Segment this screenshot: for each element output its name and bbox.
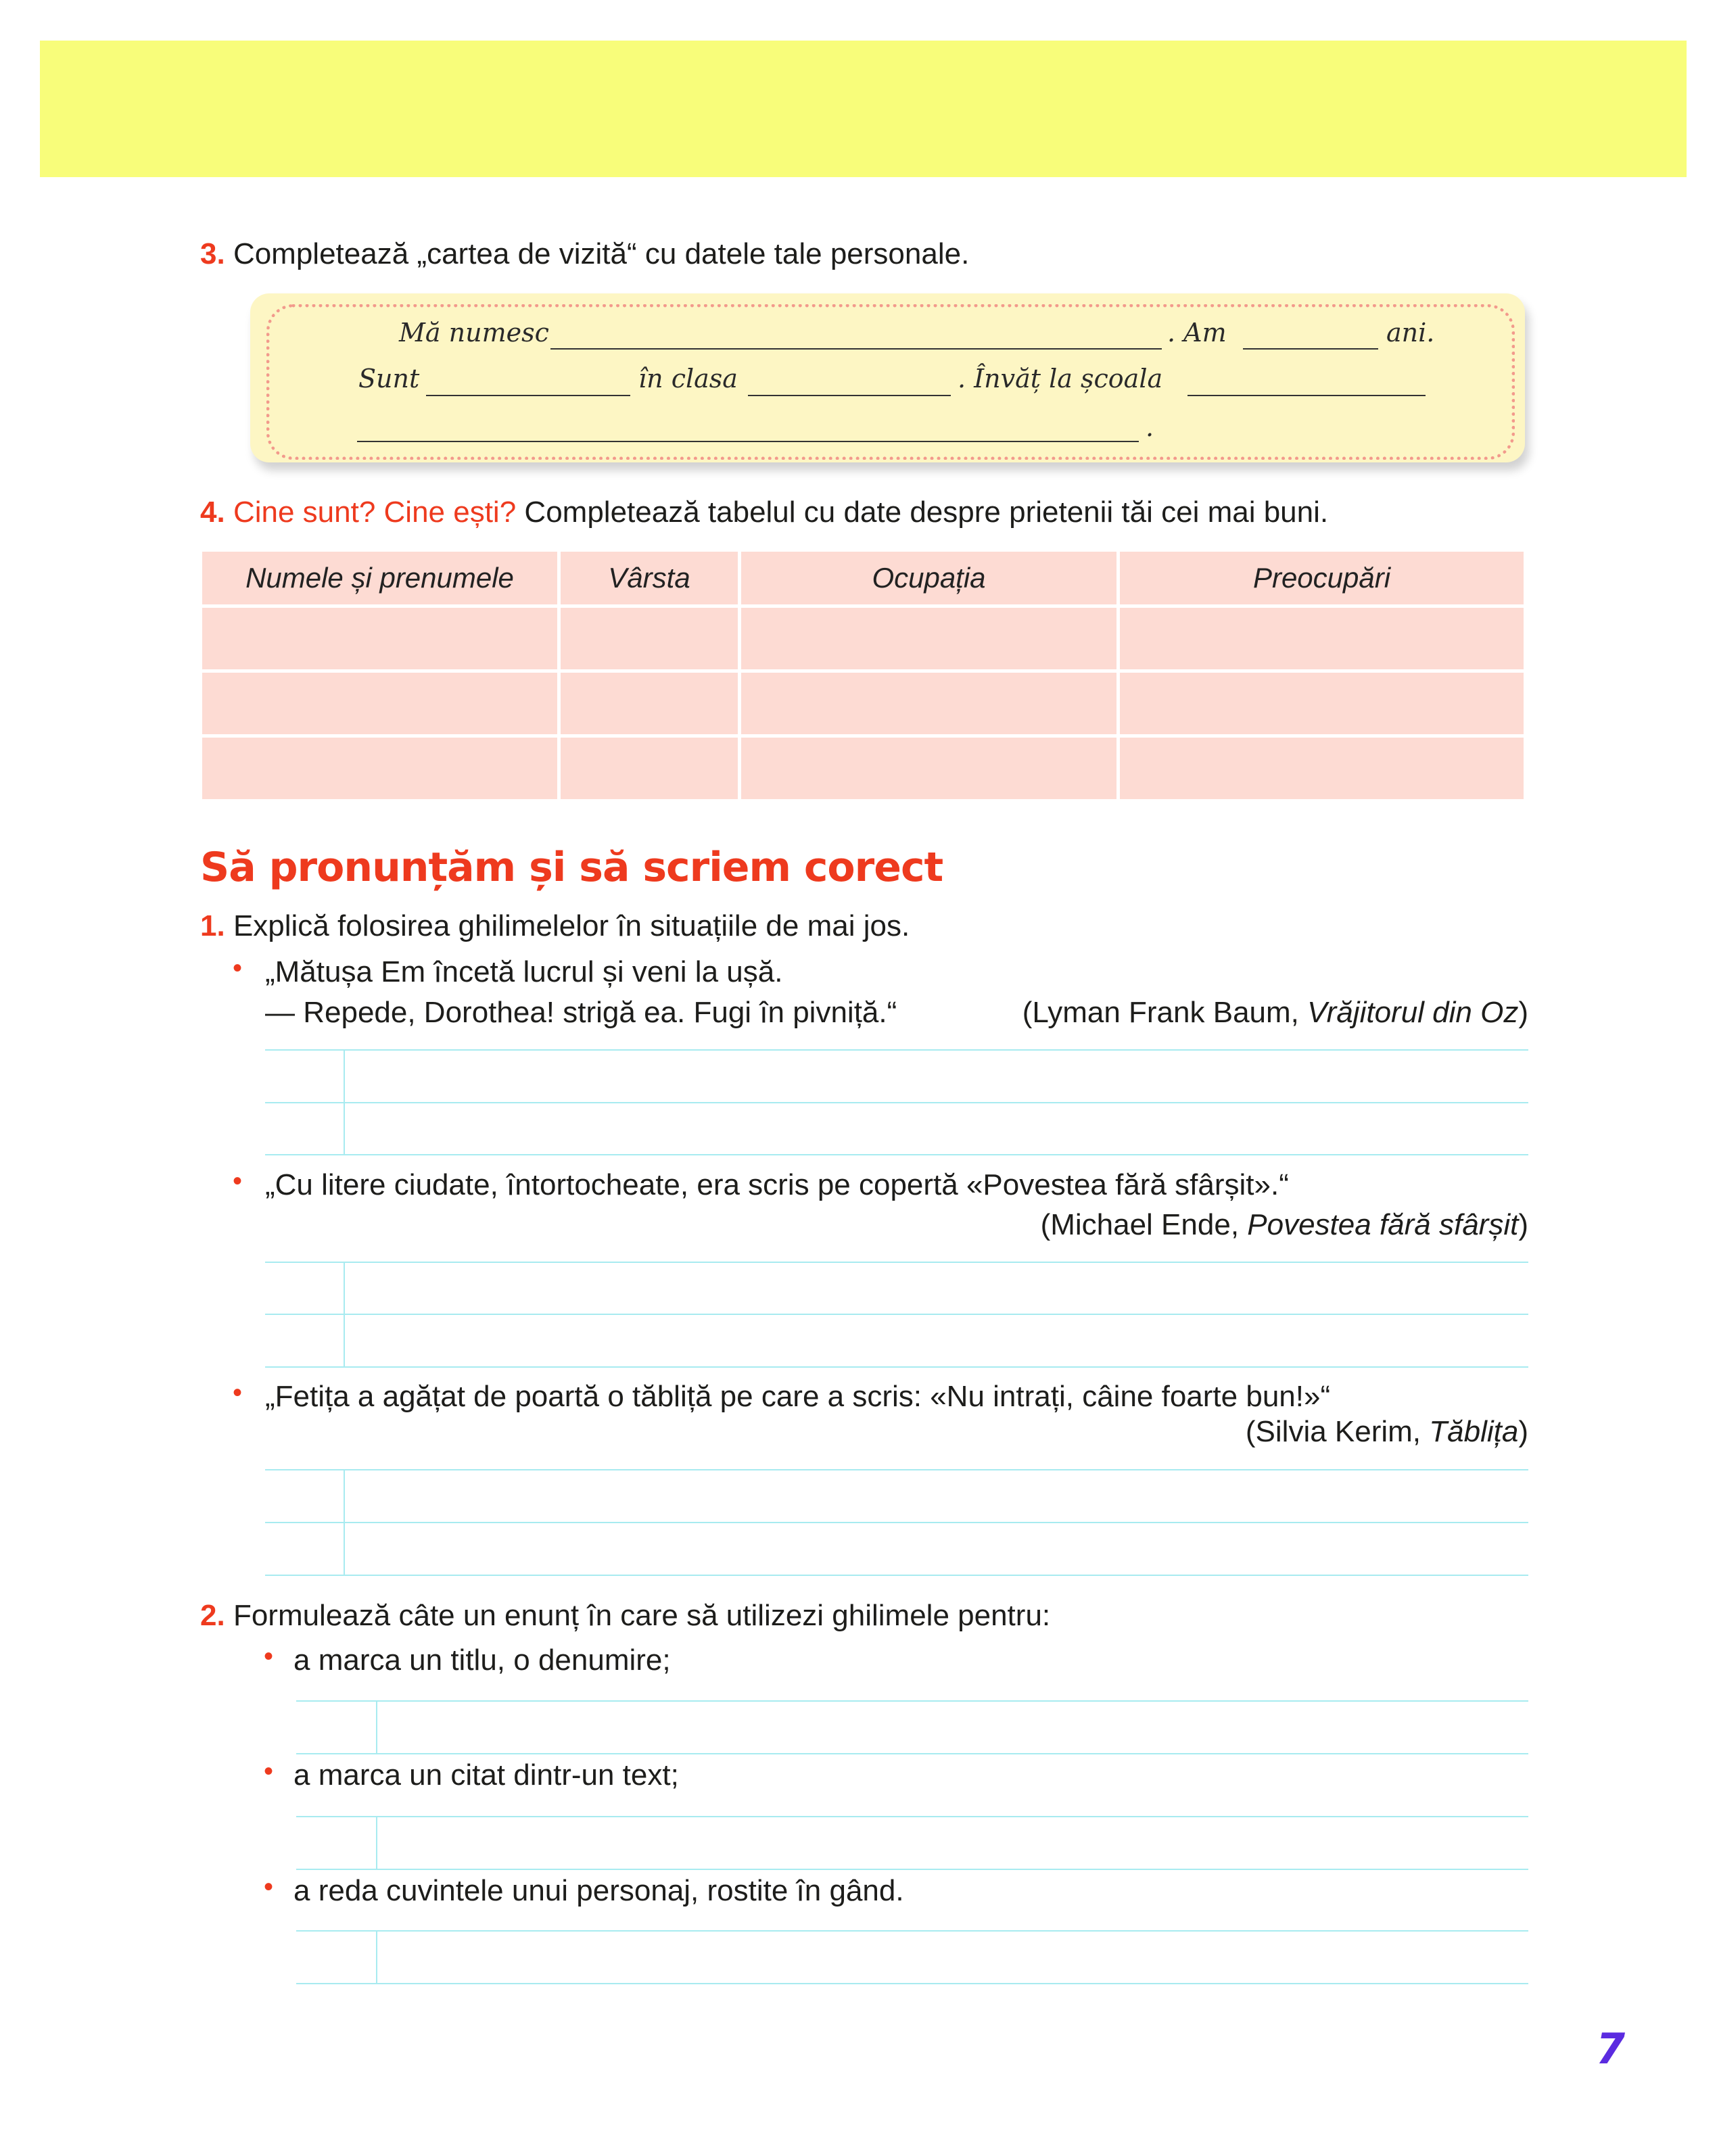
class-blank[interactable]: [748, 395, 951, 396]
table-cell[interactable]: [741, 608, 1120, 673]
task-1: a marca un titlu, o denumire;: [293, 1644, 671, 1677]
source-close: ): [1518, 996, 1528, 1029]
source-close: ): [1518, 1415, 1528, 1448]
exercise-text: Explică folosirea ghilimelelor în situațiile de mai jos.: [233, 909, 910, 942]
age-blank[interactable]: [1243, 348, 1378, 350]
writing-margin: [344, 1262, 345, 1366]
source-title: Povestea fără sfârșit: [1247, 1208, 1519, 1241]
exercise-3-prompt: [200, 235, 969, 273]
answer-area-3[interactable]: [346, 1470, 1528, 1573]
exercise-text: Formulează câte un enunț în care să utilizezi ghilimele pentru:: [233, 1599, 1051, 1632]
card-years-label: ani.: [1386, 318, 1435, 348]
task-2: a marca un citat dintr-un text;: [293, 1758, 679, 1792]
writing-margin: [376, 1930, 377, 1983]
school-blank[interactable]: [1187, 395, 1426, 396]
source-author: (Lyman Frank Baum,: [1022, 996, 1308, 1029]
table-cell[interactable]: [1120, 673, 1524, 738]
col-interests-header: Preocupări: [1120, 552, 1524, 608]
table-cell[interactable]: [561, 608, 741, 673]
writing-margin: [376, 1816, 377, 1869]
table-row: [202, 738, 1524, 802]
answer-area-2[interactable]: [346, 1263, 1528, 1366]
col-age-header: Vârsta: [561, 552, 741, 608]
school-blank-continued[interactable]: [357, 441, 1139, 442]
exercise-1-prompt: [200, 907, 910, 945]
answer-area-5[interactable]: [379, 1817, 1528, 1867]
writing-margin: [344, 1049, 345, 1154]
source-close: ): [1518, 1208, 1528, 1241]
card-period: .: [1146, 412, 1154, 442]
writing-line: [296, 1753, 1528, 1754]
exercise-text: Completează „cartea de vizită“ cu datele tale personale.: [233, 237, 970, 270]
writing-line: [265, 1575, 1528, 1576]
friends-table: [202, 552, 1524, 802]
writing-margin: [344, 1469, 345, 1575]
table-header-row: [202, 552, 1524, 608]
table-cell[interactable]: [741, 673, 1120, 738]
exercise-number: 1.: [200, 909, 225, 942]
bullet-icon: •: [233, 1378, 243, 1408]
bullet-icon: •: [233, 1166, 243, 1196]
card-age-label: . Am: [1167, 318, 1227, 348]
table-cell[interactable]: [202, 608, 561, 673]
table-cell[interactable]: [561, 673, 741, 738]
col-occupation-header: Ocupația: [741, 552, 1120, 608]
page-number: 7: [1596, 2024, 1626, 2074]
quote-1-line-2: — Repede, Dorothea! strigă ea. Fugi în pivniță.“: [265, 996, 897, 1029]
writing-line: [296, 1869, 1528, 1870]
answer-area-1[interactable]: [346, 1051, 1528, 1153]
quote-1-line-1: „Mătușa Em încetă lucrul și veni la ușă.: [265, 955, 783, 988]
bullet-icon: •: [264, 1642, 274, 1671]
table-cell[interactable]: [202, 738, 561, 802]
bullet-icon: •: [264, 1756, 274, 1786]
card-name-label: Mă numesc: [399, 318, 549, 348]
source-title: Tăblița: [1429, 1415, 1519, 1448]
bullet-icon: •: [233, 953, 243, 983]
table-row: [202, 608, 1524, 673]
writing-line: [265, 1154, 1528, 1155]
col-name-header: Numele și prenumele: [202, 552, 561, 608]
quote-2-source: [1041, 1205, 1528, 1245]
exercise-number: 4.: [200, 496, 225, 529]
answer-area-4[interactable]: [379, 1702, 1528, 1752]
exercise-text: Completează tabelul cu date despre prietenii tăi cei mai buni.: [524, 496, 1329, 529]
exercise-number: 3.: [200, 237, 225, 270]
table-cell[interactable]: [741, 738, 1120, 802]
table-row: [202, 673, 1524, 738]
writing-line: [265, 1366, 1528, 1368]
task-3: a reda cuvintele unui personaj, rostite în gând.: [293, 1874, 904, 1907]
card-class-label: în clasa: [638, 364, 738, 393]
section-title: Să pronunțăm și să scriem corect: [200, 844, 943, 891]
card-student-label: Sunt: [358, 364, 420, 393]
exercise-highlight: Cine sunt? Cine ești?: [233, 496, 517, 529]
source-author: (Michael Ende,: [1040, 1208, 1248, 1241]
table-cell[interactable]: [202, 673, 561, 738]
writing-line: [296, 1983, 1528, 1984]
student-blank[interactable]: [426, 395, 630, 396]
card-school-label: . Învăț la școala: [958, 364, 1163, 393]
table-cell[interactable]: [1120, 608, 1524, 673]
source-title: Vrăjitorul din Oz: [1307, 996, 1519, 1029]
quote-3-source: [1246, 1412, 1528, 1452]
answer-area-6[interactable]: [379, 1932, 1528, 1982]
writing-margin: [376, 1700, 377, 1753]
source-author: (Silvia Kerim,: [1245, 1415, 1430, 1448]
bullet-icon: •: [264, 1872, 274, 1902]
exercise-number: 2.: [200, 1599, 225, 1632]
quote-3-line-1: „Fetița a agățat de poartă o tăbliță pe care a scris: «Nu intrați, câine foarte bun!»“: [265, 1380, 1331, 1413]
quote-1-source: [1022, 992, 1528, 1033]
quote-2-line-1: „Cu litere ciudate, întortocheate, era scris pe copertă «Povestea fără sfârșit».“: [265, 1168, 1289, 1201]
name-blank[interactable]: [550, 348, 1162, 350]
table-cell[interactable]: [1120, 738, 1524, 802]
exercise-4-prompt: [200, 494, 1328, 531]
exercise-2-prompt: [200, 1597, 1050, 1635]
table-cell[interactable]: [561, 738, 741, 802]
top-banner: [40, 41, 1687, 177]
